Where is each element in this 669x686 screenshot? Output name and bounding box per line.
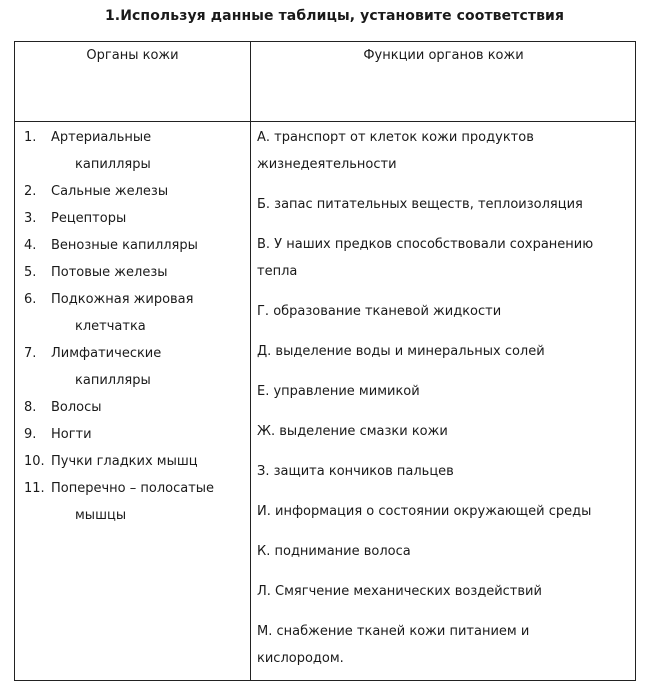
matching-table: [14, 41, 636, 681]
function-text: И. информация о состоянии окружающей среды: [257, 504, 592, 519]
organ-name-continued: капилляры: [75, 373, 151, 388]
organ-name: Пучки гладких мышц: [51, 454, 198, 469]
function-text: В. У наших предков способствовали сохранению: [257, 237, 594, 252]
organ-name: Рецепторы: [51, 211, 127, 226]
organ-name-continued: капилляры: [75, 157, 151, 172]
function-text: Д. выделение воды и минеральных солей: [257, 344, 545, 359]
function-text: М. снабжение тканей кожи питанием и: [257, 624, 530, 639]
organ-name: Волосы: [51, 400, 102, 415]
organ-number: 9.: [24, 427, 37, 442]
function-item: [257, 124, 632, 172]
function-text-continued: тепла: [257, 264, 298, 279]
function-item: [257, 498, 632, 525]
header-organs: Органы кожи: [86, 48, 179, 63]
function-item: [257, 578, 632, 605]
organ-number: 5.: [24, 265, 37, 280]
function-text: Б. запас питательных веществ, теплоизоляция: [257, 197, 583, 212]
header-divider: [15, 121, 635, 122]
header-functions: Функции органов кожи: [363, 48, 524, 63]
organ-number: 11.: [24, 481, 45, 496]
function-item: [257, 378, 632, 405]
organ-number: 10.: [24, 454, 45, 469]
function-item: [257, 538, 632, 565]
organ-name: Сальные железы: [51, 184, 169, 199]
function-text: Ж. выделение смазки кожи: [257, 424, 448, 439]
function-text: А. транспорт от клеток кожи продуктов: [257, 130, 534, 145]
organ-name-continued: мышцы: [75, 508, 127, 523]
organ-number: 3.: [24, 211, 37, 226]
page-title: 1.Используя данные таблицы, установите соответствия: [104, 8, 565, 24]
organ-number: 7.: [24, 346, 37, 361]
organ-name: Поперечно – полосатые: [51, 481, 215, 496]
function-text: Е. управление мимикой: [257, 384, 420, 399]
function-text: К. поднимание волоса: [257, 544, 411, 559]
function-item: [257, 231, 632, 279]
function-item: [257, 618, 632, 666]
organ-name: Лимфатические: [51, 346, 162, 361]
organ-name: Ногти: [51, 427, 92, 442]
organ-number: 4.: [24, 238, 37, 253]
function-text: Г. образование тканевой жидкости: [257, 304, 502, 319]
organ-name: Артериальные: [51, 130, 152, 145]
organ-name: Венозные капилляры: [51, 238, 198, 253]
function-text: З. защита кончиков пальцев: [257, 464, 454, 479]
organ-number: 1.: [24, 130, 37, 145]
function-item: [257, 458, 632, 485]
function-item: [257, 191, 632, 218]
organ-name-continued: клетчатка: [75, 319, 146, 334]
organ-name: Потовые железы: [51, 265, 168, 280]
organ-number: 6.: [24, 292, 37, 307]
function-item: [257, 338, 632, 365]
function-item: [257, 298, 632, 325]
function-item: [257, 418, 632, 445]
organ-number: 8.: [24, 400, 37, 415]
organ-name: Подкожная жировая: [51, 292, 194, 307]
function-text: Л. Смягчение механических воздействий: [257, 584, 542, 599]
function-text-continued: жизнедеятельности: [257, 157, 397, 172]
column-divider: [250, 42, 251, 680]
organ-number: 2.: [24, 184, 37, 199]
function-text-continued: кислородом.: [257, 651, 344, 666]
